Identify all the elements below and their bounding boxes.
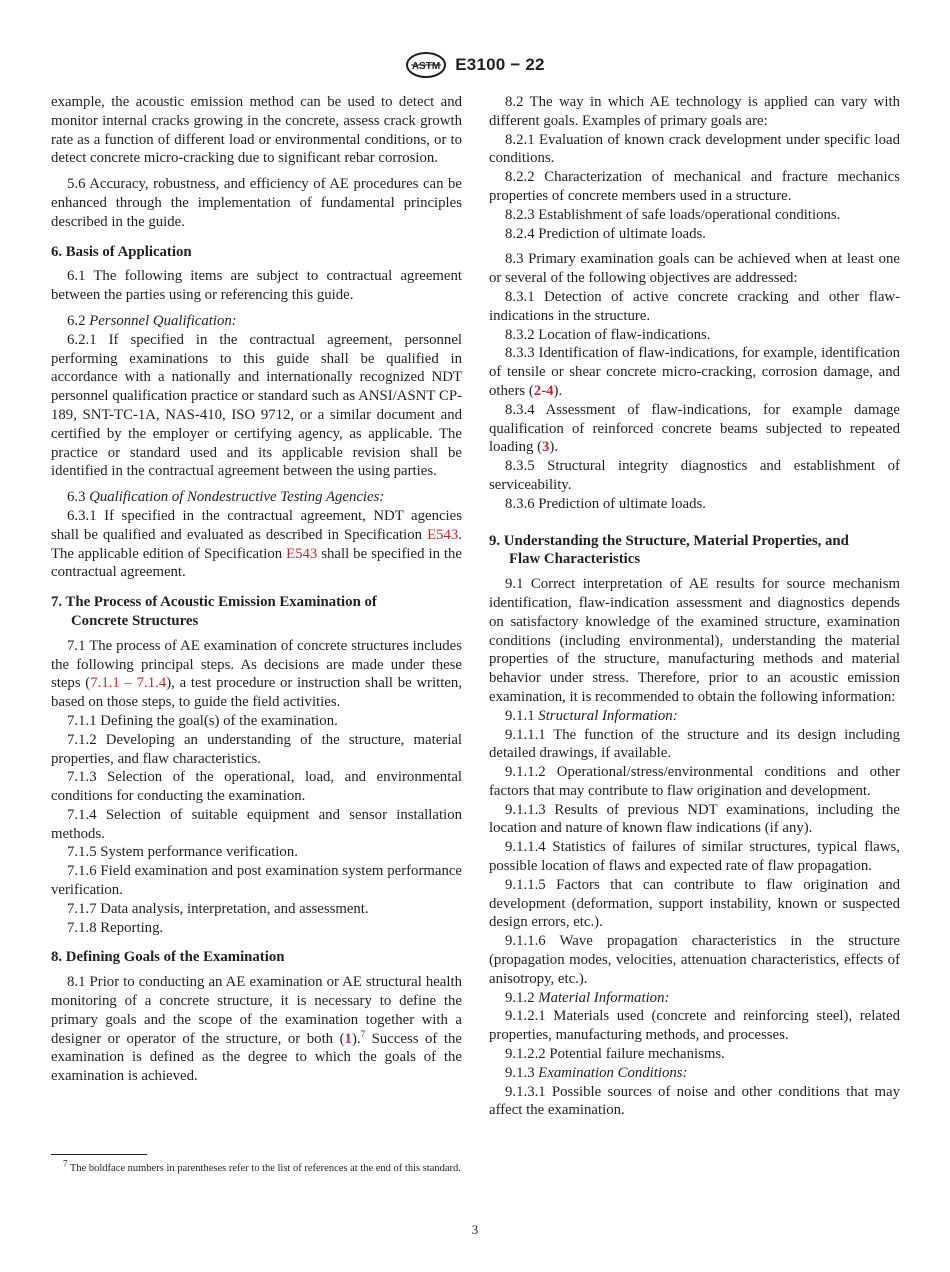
reference-2-4-link[interactable]: 2-4	[533, 382, 554, 399]
left-column	[51, 93, 462, 1086]
paragraph-8-2: 8.2 The way in which AE technology is applied can vary with different goals. Examples of primary goals are:	[489, 94, 900, 129]
paragraph-7-1-8: 7.1.8 Reporting.	[67, 919, 164, 936]
reference-1-link[interactable]: 1	[344, 1030, 352, 1047]
e543-link-2[interactable]: E543	[286, 545, 318, 562]
astm-logo-text: ASTM	[412, 61, 441, 72]
paragraph-7-1-2: 7.1.2 Developing an understanding of the structure, material properties, and flaw characteristics.	[51, 731, 462, 767]
reference-3-link[interactable]: 3	[542, 439, 550, 456]
paragraph-5-5-continued: example, the acoustic emission method can be used to detect and monitor internal cracks growing in the concrete, assess crack growth rate as a function of different load or environmental conditions, or to detect concrete micro-cracking due to significant rebar corrosion.	[51, 94, 462, 167]
paragraph-9-1-2-2: 9.1.2.2 Potential failure mechanisms.	[505, 1046, 725, 1063]
astm-logo	[405, 52, 447, 78]
right-column	[489, 93, 900, 1120]
paragraph-8-3: 8.3 Primary examination goals can be achieved when at least one or several of the following objectives are addressed:	[489, 251, 900, 287]
section-8-heading: 8. Defining Goals of the Examination	[51, 949, 285, 966]
paragraph-5-6: 5.6 Accuracy, robustness, and efficiency of AE procedures can be enhanced through the implementation of fundamental principles described in the guide.	[51, 176, 462, 230]
paragraph-8-2-4: 8.2.4 Prediction of ultimate loads.	[505, 225, 706, 242]
section-9-heading: 9. Understanding the Structure, Material Properties, and Flaw Characteristics	[489, 532, 849, 568]
paragraph-9-1-3-1: 9.1.3.1 Possible sources of noise and other conditions that may affect the examination.	[489, 1083, 900, 1119]
paragraph-8-1: 8.1 Prior to conducting an AE examination or AE structural health monitoring of a concrete structure, it is necessary to define the primary goals and the scope of the examination together with a designer or operator of the structure, or both (1).$^7$ Success of the examination is defined as the degree to which the goals of the examination is achieved.	[51, 974, 462, 1085]
paragraph-7-1-5: 7.1.5 System performance verification.	[67, 844, 298, 861]
footnote-7: $^7$ The boldface numbers in parentheses refer to the list of references at the end of this standard.	[63, 1158, 461, 1174]
paragraph-6-1: 6.1 The following items are subject to contractual agreement between the parties using or referencing this guide.	[51, 268, 462, 304]
paragraph-7-1-4: 7.1.4 Selection of suitable equipment and sensor installation methods.	[51, 806, 462, 842]
paragraph-8-2-3: 8.2.3 Establishment of safe loads/operational conditions.	[505, 206, 841, 223]
structural-information-title: Structural Information:	[538, 707, 678, 724]
paragraph-9-1-1-4: 9.1.1.4 Statistics of failures of similar structures, typical flaws, possible location of flaws and expected rate of flaw propagation.	[489, 839, 900, 875]
paragraph-9-1-2: 9.1.2 Material Information:	[505, 989, 670, 1006]
paragraph-8-3-4: 8.3.4 Assessment of flaw-indications, for example damage qualification of reinforced concrete beams subjected to repeated loading (3).	[489, 401, 900, 456]
paragraph-6-3: 6.3 Qualification of Nondestructive Testing Agencies:	[67, 489, 385, 506]
footnote-7-marker: 7	[360, 1028, 366, 1039]
page-header	[0, 52, 950, 82]
agencies-qualification-title: Qualification of Nondestructive Testing Agencies:	[89, 489, 385, 506]
paragraph-8-2-2: 8.2.2 Characterization of mechanical and fracture mechanics properties of concrete members used in a structure.	[489, 169, 900, 204]
examination-conditions-title: Examination Conditions:	[538, 1064, 688, 1081]
material-information-title: Material Information:	[538, 989, 670, 1006]
paragraph-7-1-1: 7.1.1 Defining the goal(s) of the examination.	[67, 712, 338, 729]
paragraph-6-3-1: 6.3.1 If specified in the contractual agreement, NDT agencies shall be qualified and evaluated as described in Specification E543. The applicable edition of Specification E543 shall be specified in the contractual agreement.	[51, 507, 462, 581]
paragraph-9-1-2-1: 9.1.2.1 Materials used (concrete and reinforcing steel), related properties, manufacturing methods, and processes.	[489, 1008, 900, 1044]
paragraph-7-1-6: 7.1.6 Field examination and post examination system performance verification.	[51, 863, 462, 899]
paragraph-9-1-1: 9.1.1 Structural Information:	[505, 707, 678, 724]
paragraph-6-2-1: 6.2.1 If specified in the contractual agreement, personnel performing examinations to this guide shall be qualified in accordance with a nationally and internationally recognized NDT personnel qualification practice or standard such as ANSI/ASNT CP-189, SNT-TC-1A, NAS-410, ISO 9712, or a similar document and certified by the employer or certifying agency, as applicable. The practice or standard used and its applicable revision shall be identified in the contractual agreement between the using parties.	[51, 331, 462, 480]
paragraph-8-3-1: 8.3.1 Detection of active concrete cracking and other flaw-indications in the structure.	[489, 288, 900, 324]
paragraph-8-3-3: 8.3.3 Identification of flaw-indications, for example, identification of tensile or shear concrete micro-cracking, corrosion damage, and others (2-4).	[489, 345, 900, 399]
footnote-divider	[51, 1154, 147, 1155]
paragraph-7-1-7: 7.1.7 Data analysis, interpretation, and assessment.	[67, 900, 369, 917]
paragraph-8-2-1: 8.2.1 Evaluation of known crack development under specific load conditions.	[489, 131, 900, 167]
paragraph-9-1-1-2: 9.1.1.2 Operational/stress/environmental conditions and other factors that may contribute to flaw origination and development.	[489, 764, 900, 799]
e543-link-1[interactable]: E543	[427, 526, 459, 543]
paragraph-8-3-5: 8.3.5 Structural integrity diagnostics and establishment of serviceability.	[489, 458, 900, 493]
paragraph-9-1: 9.1 Correct interpretation of AE results for source mechanism identification, flaw-indication assessment and diagnostics depends on satisfactory knowledge of the examined structure, examination conditions (including environmental), understanding the material properties of the structure, manufacturing methods and material behavior under stress. Therefore, prior to an acoustic emission examination, it is recommended to obtain the following information:	[489, 576, 900, 705]
paragraph-9-1-1-6: 9.1.1.6 Wave propagation characteristics in the structure (propagation modes, velocities, attenuation characteristics, effects of anisotropy, etc.).	[489, 933, 900, 987]
section-6-heading: 6. Basis of Application	[51, 243, 192, 260]
document-id: E3100 − 22	[455, 55, 545, 74]
paragraph-7-1: 7.1 The process of AE examination of concrete structures includes the following principal steps. As decisions are made under these steps (7.1.1 – 7.1.4), a test procedure or instruction shall be written, based on those steps, to guide the field activities.	[51, 637, 462, 711]
paragraph-6-2: 6.2 Personnel Qualification:	[67, 312, 237, 329]
paragraph-9-1-1-1: 9.1.1.1 The function of the structure and its design including detailed drawings, if available.	[489, 726, 900, 762]
paragraph-9-1-1-5: 9.1.1.5 Factors that can contribute to flaw origination and development (deformation, support instability, known or suspected design errors, etc.).	[489, 876, 900, 931]
paragraph-9-1-1-3: 9.1.1.3 Results of previous NDT examinations, including the location and nature of known flaw indications (if any).	[489, 801, 900, 837]
steps-range-link[interactable]: 7.1.1 – 7.1.4	[90, 675, 167, 692]
personnel-qualification-title: Personnel Qualification:	[89, 312, 237, 329]
section-7-heading: 7. The Process of Acoustic Emission Examination of Concrete Structures	[51, 594, 377, 629]
page-number: 3	[471, 1222, 479, 1237]
paragraph-9-1-3: 9.1.3 Examination Conditions:	[505, 1064, 688, 1081]
paragraph-8-3-6: 8.3.6 Prediction of ultimate loads.	[505, 495, 706, 512]
paragraph-8-3-2: 8.3.2 Location of flaw-indications.	[505, 326, 711, 343]
paragraph-7-1-3: 7.1.3 Selection of the operational, load, and environmental conditions for conducting the examination.	[51, 769, 462, 805]
